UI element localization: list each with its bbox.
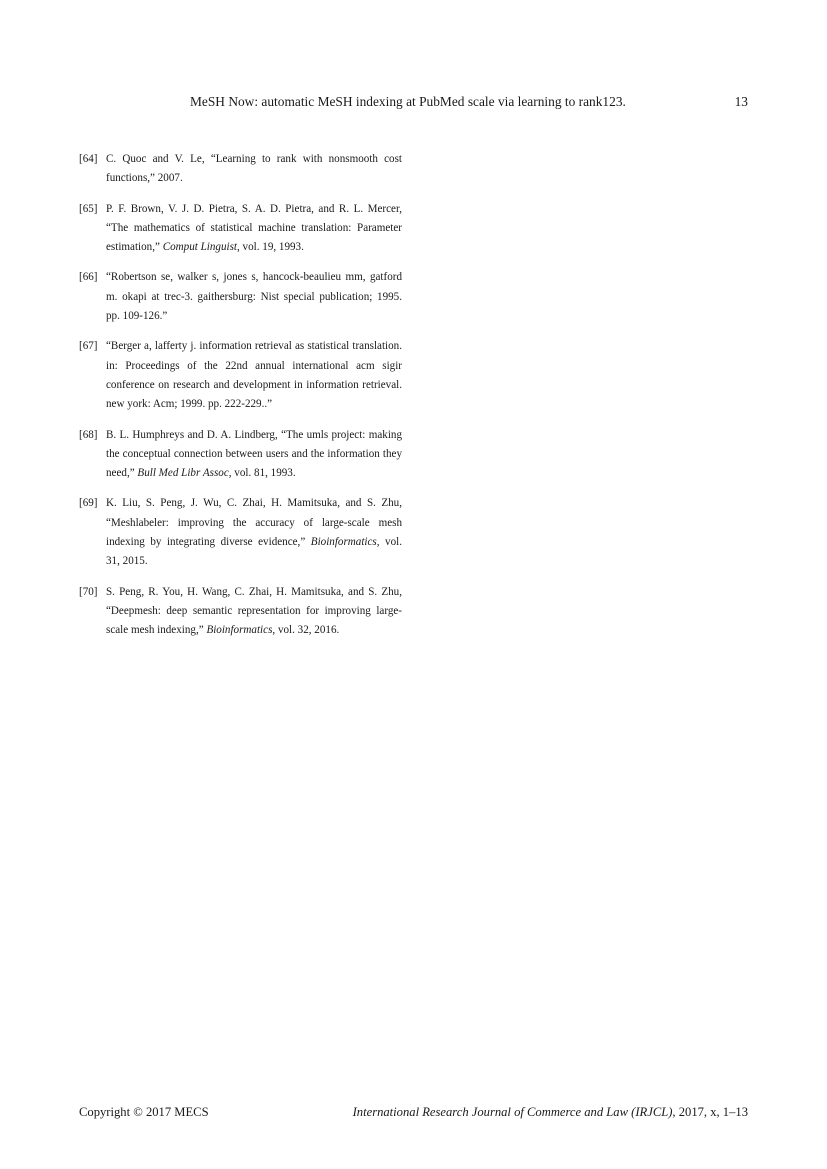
reference-number: [67] [79, 340, 98, 353]
footer-citation: 2017, x, 1–13 [675, 1105, 748, 1119]
reference-venue: Bull Med Libr Assoc [137, 467, 229, 480]
reference-text [106, 200, 402, 258]
reference-text-segment: , vol. 19, 1993. [237, 241, 304, 254]
reference-number: [69] [79, 497, 98, 510]
footer-journal-citation [353, 1104, 748, 1120]
reference-number: [70] [79, 585, 98, 598]
reference-text-segment: , vol. 32, 2016. [272, 624, 340, 637]
reference-text [106, 150, 402, 189]
reference-text-segment: , vol. 31, 2015. [106, 536, 403, 568]
running-header: MeSH Now: automatic MeSH indexing at PubMed scale via learning to rank123. [190, 94, 626, 109]
reference-venue: Comput Linguist [162, 241, 237, 254]
reference-item [79, 150, 402, 189]
reference-text-segment: C. Quoc and V. Le, “Learning to rank with nonsmooth cost functions,” 2007. [106, 153, 402, 185]
reference-text-segment: B. L. Humphreys and D. A. Lindberg, “The umls project: making the conceptual connection between users and the information they need,” [106, 428, 402, 480]
reference-text [106, 337, 402, 414]
reference-number: [64] [79, 153, 98, 165]
reference-item [79, 200, 402, 258]
reference-text-segment: “Berger a, lafferty j. information retrieval as statistical translation. in: Proceedings of the 22nd annual international acm sigir conference on research and development in information retrieval. new york: Acm; 1999. pp. 222-229..” [106, 340, 402, 411]
reference-number: [68] [79, 428, 98, 441]
reference-text [106, 268, 402, 326]
reference-text [106, 426, 402, 484]
reference-item [79, 494, 402, 571]
reference-number: [65] [79, 202, 98, 215]
reference-item [79, 426, 402, 484]
reference-text-segment: K. Liu, S. Peng, J. Wu, C. Zhai, H. Mamitsuka, and S. Zhu, “Meshlabeler: improving the accuracy of large-scale mesh indexing by integrating diverse evidence,” [106, 497, 402, 549]
reference-venue: Bioinformatics [310, 536, 377, 549]
reference-text-segment: , vol. 81, 1993. [228, 467, 296, 480]
reference-text-segment: P. F. Brown, V. J. D. Pietra, S. A. D. Pietra, and R. L. Mercer, “The mathematics of statistical machine translation: Parameter estimation,” [106, 202, 402, 254]
reference-venue: Bioinformatics [206, 624, 273, 637]
reference-item [79, 337, 402, 414]
reference-item [79, 268, 402, 326]
footer-copyright: Copyright © 2017 MECS [79, 1105, 209, 1119]
reference-text-segment: “Robertson se, walker s, jones s, hancock-beaulieu mm, gatford m. okapi at trec-3. gaithersburg: Nist special publication; 1995. pp. 109-126.” [106, 271, 402, 323]
footer-journal-name: International Research Journal of Commerce and Law (IRJCL), [352, 1105, 676, 1119]
reference-list [79, 150, 402, 652]
page-number: 13 [734, 94, 748, 109]
reference-text [106, 494, 402, 571]
reference-text [106, 583, 402, 641]
reference-item [79, 583, 402, 641]
reference-text-segment: S. Peng, R. You, H. Wang, C. Zhai, H. Mamitsuka, and S. Zhu, “Deepmesh: deep semantic representation for improving large-scale mesh indexing,” [106, 585, 402, 637]
reference-number: [66] [79, 271, 98, 284]
